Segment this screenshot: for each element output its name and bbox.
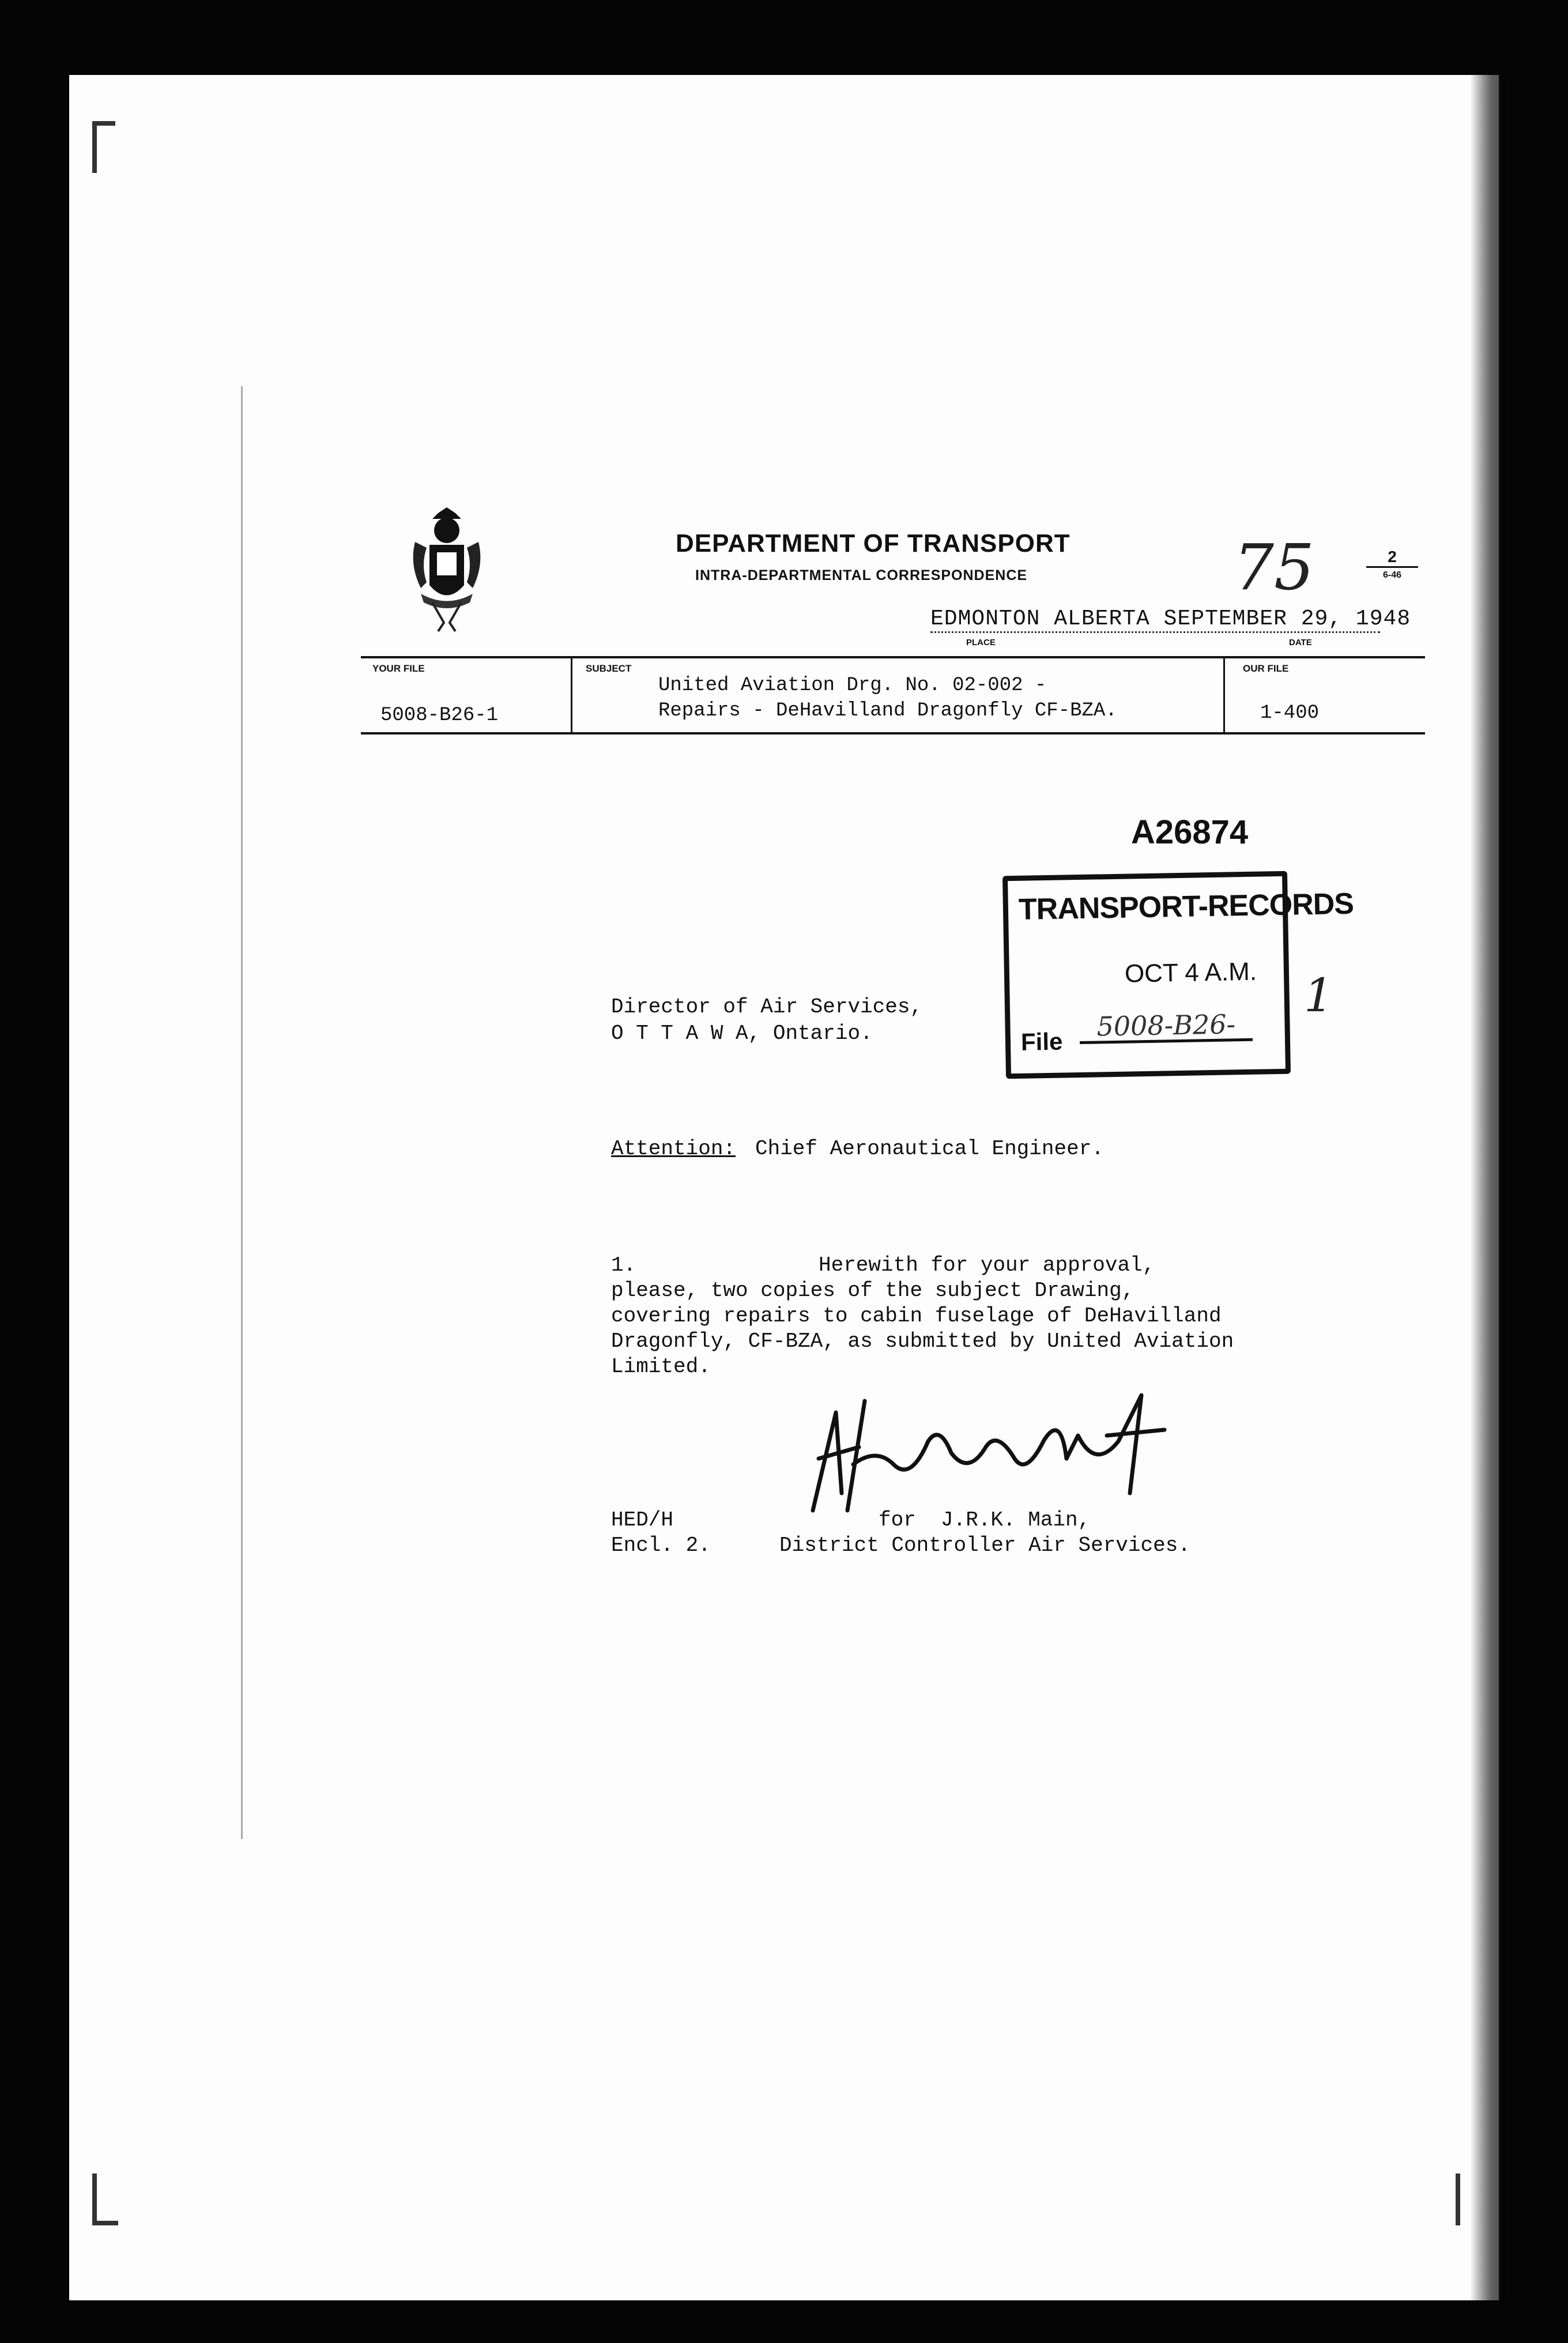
paragraph-line-2: please, two copies of the subject Drawing, <box>611 1279 1134 1302</box>
subject-line-1: United Aviation Drg. No. 02-002 - <box>658 675 1047 696</box>
your-file-label: YOUR FILE <box>372 663 425 674</box>
date-label: DATE <box>1289 638 1312 647</box>
transport-records-stamp <box>1002 871 1354 1079</box>
crop-mark-bottom-left <box>92 2221 118 2225</box>
stamp-file-label: File <box>1020 1027 1063 1056</box>
stamp-date: OCT 4 A.M. <box>1124 957 1257 988</box>
divider <box>571 658 572 732</box>
coat-of-arms-crest <box>404 507 490 640</box>
form-revision-date: 6-46 <box>1382 570 1402 580</box>
records-stamp-number: A26874 <box>1131 813 1249 851</box>
form-number-value: 2 <box>1366 548 1418 568</box>
file-subject-header <box>361 656 1425 734</box>
enclosure-note: Encl. 2. <box>611 1534 711 1557</box>
our-file-value: 1-400 <box>1260 702 1320 724</box>
crop-mark-bottom-left <box>92 2174 97 2225</box>
addressee-line-1: Director of Air Services, <box>611 995 923 1019</box>
signer-line-1: for J.R.K. Main, <box>879 1508 1091 1532</box>
correspondence-subtitle: INTRA-DEPARTMENTAL CORRESPONDENCE <box>695 567 1028 583</box>
addressee-line-2: O T T A W A, Ontario. <box>611 1022 873 1045</box>
typist-initials: HED/H <box>611 1508 674 1532</box>
signer-line-2: District Controller Air Services. <box>779 1534 1190 1557</box>
paragraph-number: 1. <box>611 1253 636 1277</box>
stamp-file-handwritten: 5008-B26- <box>1096 1008 1236 1042</box>
attention-label: Attention: <box>611 1137 736 1161</box>
paragraph-line-1: Herewith for your approval, <box>819 1253 1155 1277</box>
our-file-label: OUR FILE <box>1243 663 1289 674</box>
place-label: PLACE <box>966 638 996 647</box>
crop-mark-top-left <box>92 121 115 126</box>
paragraph-line-3: covering repairs to cabin fuselage of DeHavilland <box>611 1304 1222 1328</box>
department-title: DEPARTMENT OF TRANSPORT <box>676 529 1071 558</box>
subject-label: SUBJECT <box>586 663 632 674</box>
subject-line-2: Repairs - DeHavilland Dragonfly CF-BZA. <box>658 700 1117 722</box>
margin-handwritten-mark: 1 <box>1304 969 1333 1022</box>
divider <box>1223 658 1225 732</box>
crop-mark-bottom-right <box>1456 2174 1460 2225</box>
form-number <box>1366 548 1418 581</box>
handwritten-signature <box>796 1378 1176 1528</box>
crop-mark-top-left <box>92 121 97 173</box>
attention-value: Chief Aeronautical Engineer. <box>755 1137 1104 1161</box>
place-date-line: EDMONTON ALBERTA SEPTEMBER 29, 1948 <box>930 607 1380 633</box>
your-file-value: 5008-B26-1 <box>380 705 499 726</box>
paragraph-line-4: Dragonfly, CF-BZA, as submitted by United Aviation <box>611 1329 1234 1353</box>
handwritten-folio-number: 75 <box>1234 530 1314 604</box>
paragraph-line-5: Limited. <box>611 1355 711 1378</box>
stamp-title: TRANSPORT-RECORDS <box>1018 887 1354 926</box>
